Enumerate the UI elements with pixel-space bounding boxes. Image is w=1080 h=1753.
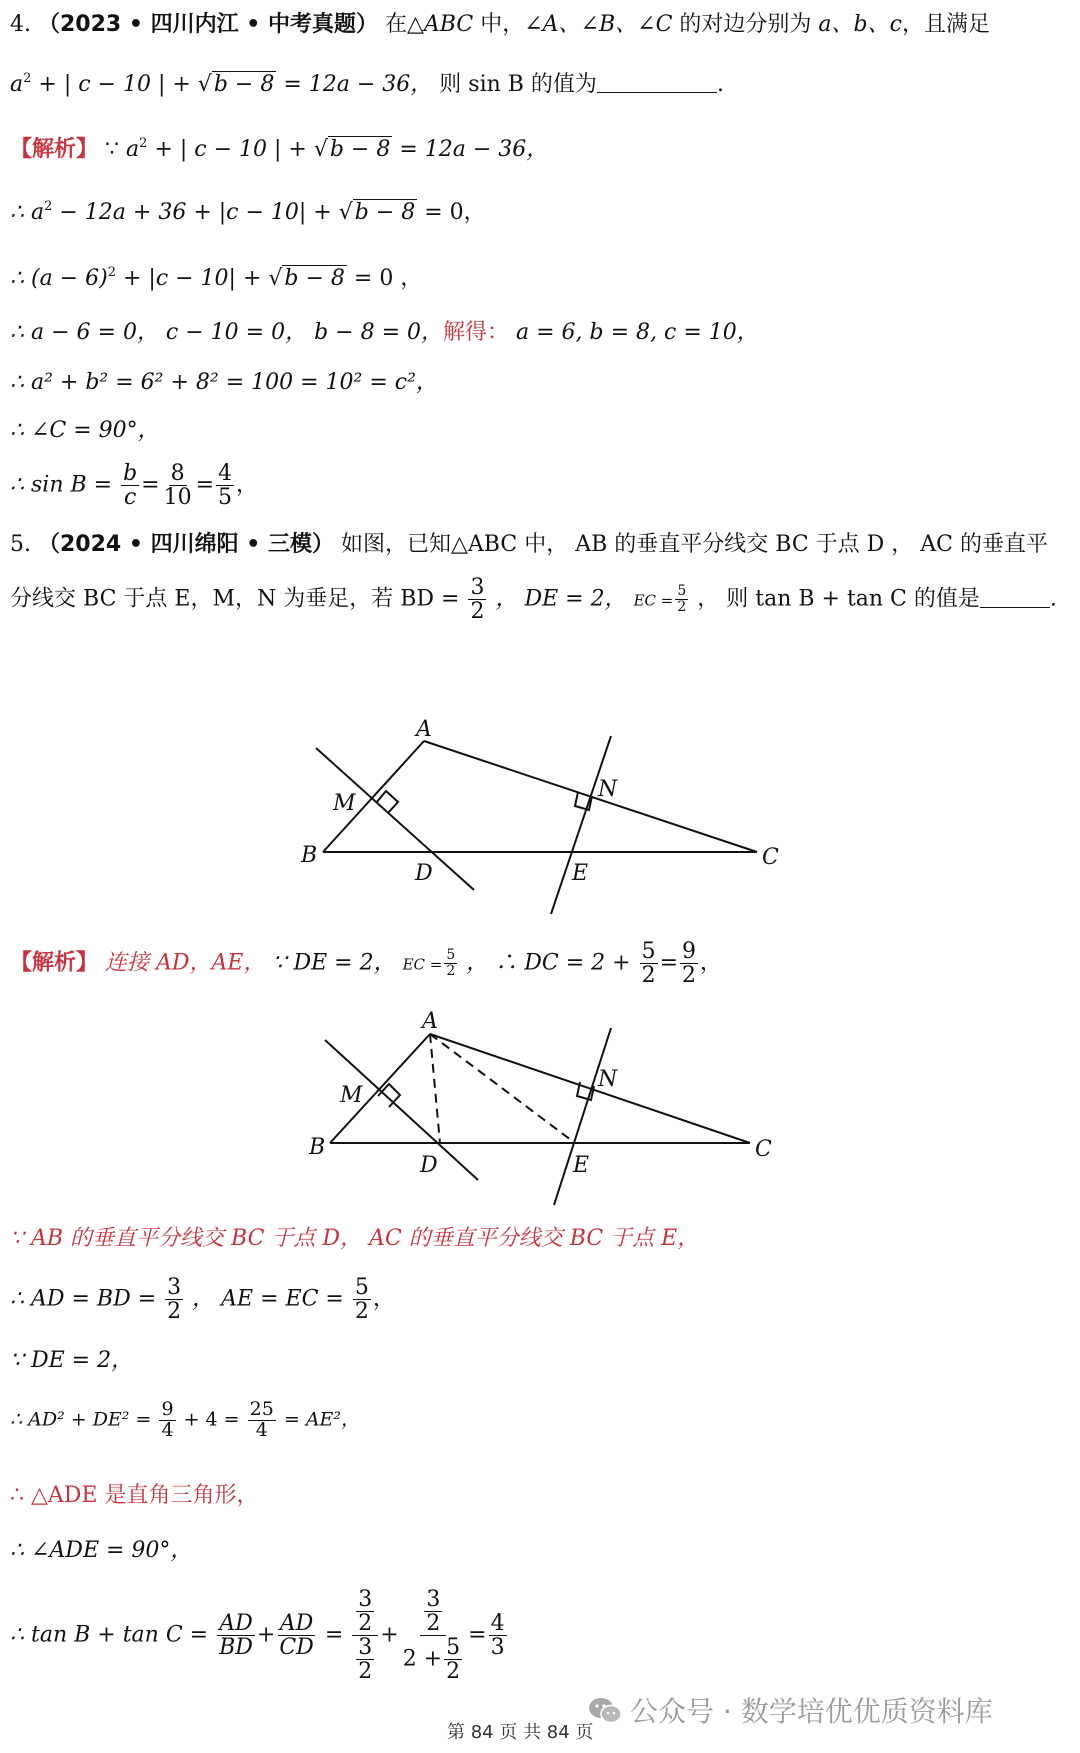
p5-solution-line7: ∴ ∠ADE = 90°， <box>10 1538 193 1563</box>
right-angle-N <box>575 792 592 810</box>
label2-B: B <box>309 1135 326 1160</box>
perp2-bisector-AC <box>554 1028 611 1205</box>
p5-solution-line1: 【解析】 连接 AD，AE， ∵ DE = 2， EC = $\frac{5}{2}$ ， ∴ DC = 2 + $\frac{5}{2}$ = $\frac{9}{2}$ ， <box>10 939 723 989</box>
label-E: E <box>572 861 589 886</box>
label2-C: C <box>755 1137 772 1162</box>
p5-stem-line1: 5. （2024 • 四川绵阳 • 三模） 如图，已知△ABC 中， AB 的垂直平分线交 BC 于点 D ， AC 的垂直平 <box>10 532 1048 557</box>
p4-stem-line1: 4. （2023 • 四川内江 • 中考真题） 在△ABC 中，∠A、∠B、∠C 的对边分别为 a、b、c，且满足 <box>10 12 990 37</box>
p5-analysis-tag: 【解析】 <box>10 950 99 976</box>
p4-solution-line6: ∴ ∠C = 90°， <box>10 418 160 443</box>
p5-source: （2024 • 四川绵阳 • 三模） <box>38 532 334 557</box>
p4-analysis-tag: 【解析】 <box>10 137 99 162</box>
p4-solution-line7: ∴ sin B = $\frac{b}{c}$ = $\frac{8}{10}$ = $\frac{4}{5}$ ， <box>10 461 259 511</box>
label-C: C <box>762 845 779 870</box>
p4-solution-line1: 【解析】 ∵ $a^2$ + | c − 10 | + √b − 8 = 12a − 36， <box>10 136 549 162</box>
watermark: 公众号 · 数学培优优质资料库 <box>588 1690 993 1730</box>
perp-bisector-AC <box>551 736 611 914</box>
label-N: N <box>598 777 618 802</box>
dashed-AD <box>430 1034 440 1143</box>
p5-solution-line2: ∵ AB 的垂直平分线交 BC 于点 D， AC 的垂直平分线交 BC 于点 E， <box>10 1226 700 1251</box>
p4-solution-line4: ∴ a − 6 = 0， c − 10 = 0， b − 8 = 0，解得： a = 6, b = 8, c = 10， <box>10 320 759 345</box>
p4-solution-line3: ∴ $(a - 6)^2 + |c - 10| + √b - 8 = 0$ ， <box>10 265 423 291</box>
seg-AC <box>424 741 757 852</box>
p5-solution-line6: ∴ △ADE 是直角三角形， <box>10 1483 259 1508</box>
p5-solution-line4: ∵ DE = 2， <box>10 1348 134 1373</box>
label2-A: A <box>422 1009 438 1034</box>
label2-N: N <box>598 1067 618 1092</box>
label-B: B <box>301 843 318 868</box>
seg-AB <box>323 741 424 852</box>
p4-solution-line2: ∴ $a^2 - 12a + 36 + |c - 10| + √b - 8 = 0$， <box>10 199 486 225</box>
perp2-bisector-AB <box>325 1040 478 1180</box>
p4-equation: $a^2$ + | c − 10 | + √b − 8 = 12a − 36， 则 sin B 的值为 . <box>10 71 724 97</box>
label-M: M <box>333 791 356 816</box>
p4-solution-line5: ∴ a² + b² = 6² + 8² = 100 = 10² = c²， <box>10 370 438 395</box>
label2-M: M <box>340 1083 363 1108</box>
right-angle-M2 <box>378 1084 400 1107</box>
p5-solution-line5: ∴ AD² + DE² = $\frac{9}{4}$ + 4 = $\frac{25}{4}$ = AE²， <box>10 1398 361 1441</box>
label2-E: E <box>573 1153 590 1178</box>
wechat-icon <box>588 1697 622 1725</box>
label-A: A <box>416 717 432 742</box>
seg2-AC <box>430 1034 750 1143</box>
p5-number: 5. <box>10 532 31 557</box>
right-angle-M <box>376 791 398 813</box>
p5-solution-line8: ∴ tan B + tan C = $\frac{AD}{BD}$ + $\frac{AD}{CD}$ = $\frac{\frac{3}{2}}{\frac{3}{2}}$ + $\frac{3}{2}$ 2 + $\frac{5}{2}$ = $\frac{4}{3}$ <box>10 1587 505 1685</box>
label2-D: D <box>420 1153 438 1178</box>
p4-number: 4. <box>10 12 31 37</box>
p4-source: （2023 • 四川内江 • 中考真题） <box>38 12 378 37</box>
page-footer: 第 84 页 共 84 页 <box>447 1722 594 1743</box>
right-angle-N2 <box>577 1082 594 1100</box>
label-D: D <box>415 861 433 886</box>
p5-solution-line3: ∴ AD = BD = $\frac{3}{2}$ ， AE = EC = $\frac{5}{2}$ ， <box>10 1275 395 1325</box>
dashed-AE <box>430 1034 575 1143</box>
seg2-AB <box>330 1034 430 1143</box>
perp-bisector-AB <box>316 748 474 890</box>
p5-stem-line2: 分线交 BC 于点 E，M，N 为垂足，若 BD = $\frac{3}{2}$ ， DE = 2， EC = $\frac{5}{2}$ ， 则 tan B + tan C 的值是 . <box>10 575 1057 625</box>
